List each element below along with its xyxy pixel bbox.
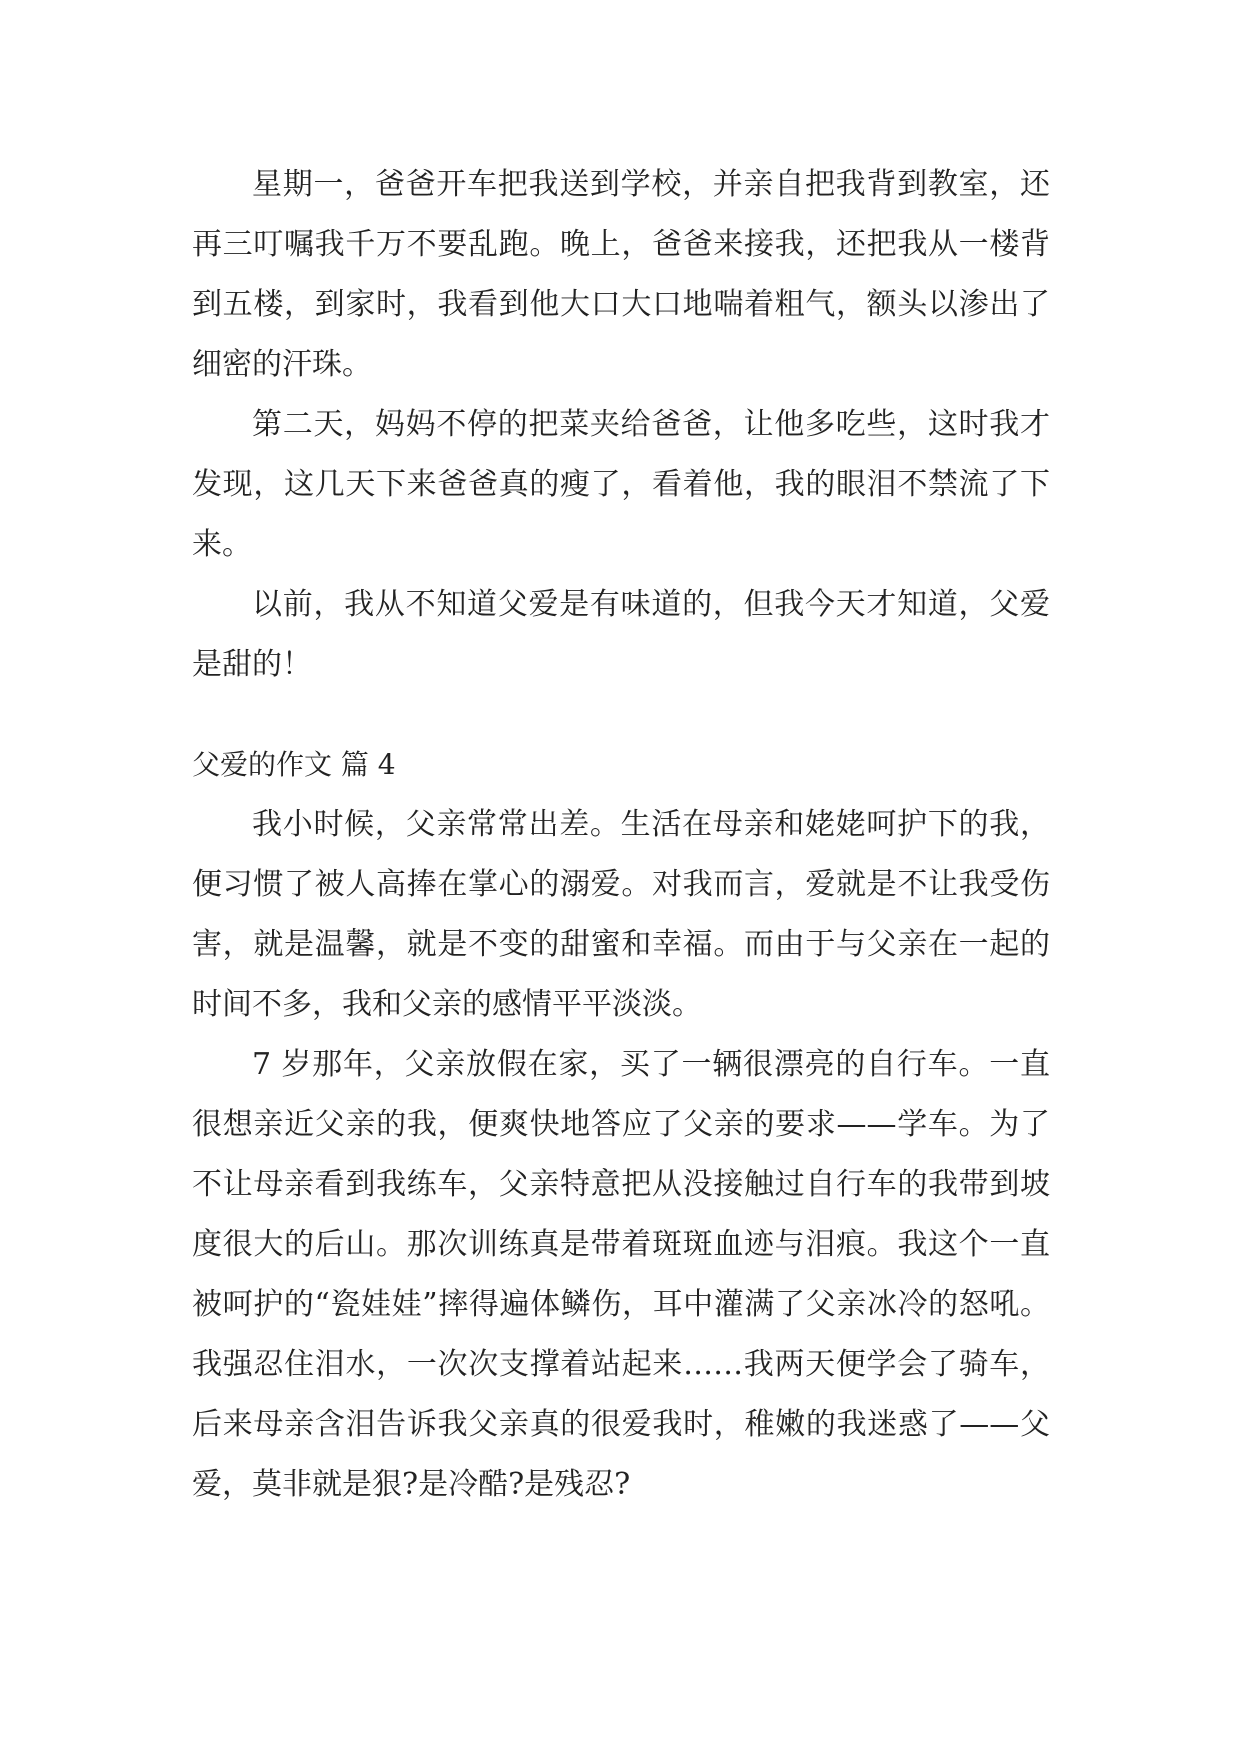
paragraph-learning-bike: 7 岁那年，父亲放假在家，买了一辆很漂亮的自行车。一直很想亲近父亲的我，便爽快地答应了父亲的要求——学车。为了不让母亲看到我练车，父亲特意把从没接触过自行车的我带到坡度很大的后山。那次训练真是带着斑斑血迹与泪痕。我这个一直被呵护的“瓷娃娃”摔得遍体鳞伤，耳中灌满了父亲冰冷的怒吼。我强忍住泪水，一次次支撑着站起来……我两天便学会了骑车，后来母亲含泪告诉我父亲真的很爱我时，稚嫩的我迷惑了——父爱，莫非就是狠?是冷酷?是残忍?: [192, 1047, 1050, 1502]
section-title: 父爱的作文 篇 4: [192, 748, 396, 781]
paragraph-second-day: 第二天，妈妈不停的把菜夹给爸爸，让他多吃些，这时我才发现，这几天下来爸爸真的瘦了，看着他，我的眼泪不禁流了下来。: [192, 407, 1050, 562]
paragraph-childhood: 我小时候，父亲常常出差。生活在母亲和姥姥呵护下的我，便习惯了被人高捧在掌心的溺爱。对我而言，爱就是不让我受伤害，就是温馨，就是不变的甜蜜和幸福。而由于与父亲在一起的时间不多，我和父亲的感情平平淡淡。: [192, 807, 1050, 1022]
essay-continuation: [192, 155, 1050, 695]
paragraph-monday: 星期一，爸爸开车把我送到学校，并亲自把我背到教室，还再三叮嘱我千万不要乱跑。晚上，爸爸来接我，还把我从一楼背到五楼，到家时，我看到他大口大口地喘着粗气，额头以渗出了细密的汗珠。: [192, 167, 1050, 382]
essay-section-4: [192, 735, 1050, 1515]
paragraph-conclusion: 以前，我从不知道父爱是有味道的，但我今天才知道，父爱是甜的！: [192, 587, 1050, 682]
